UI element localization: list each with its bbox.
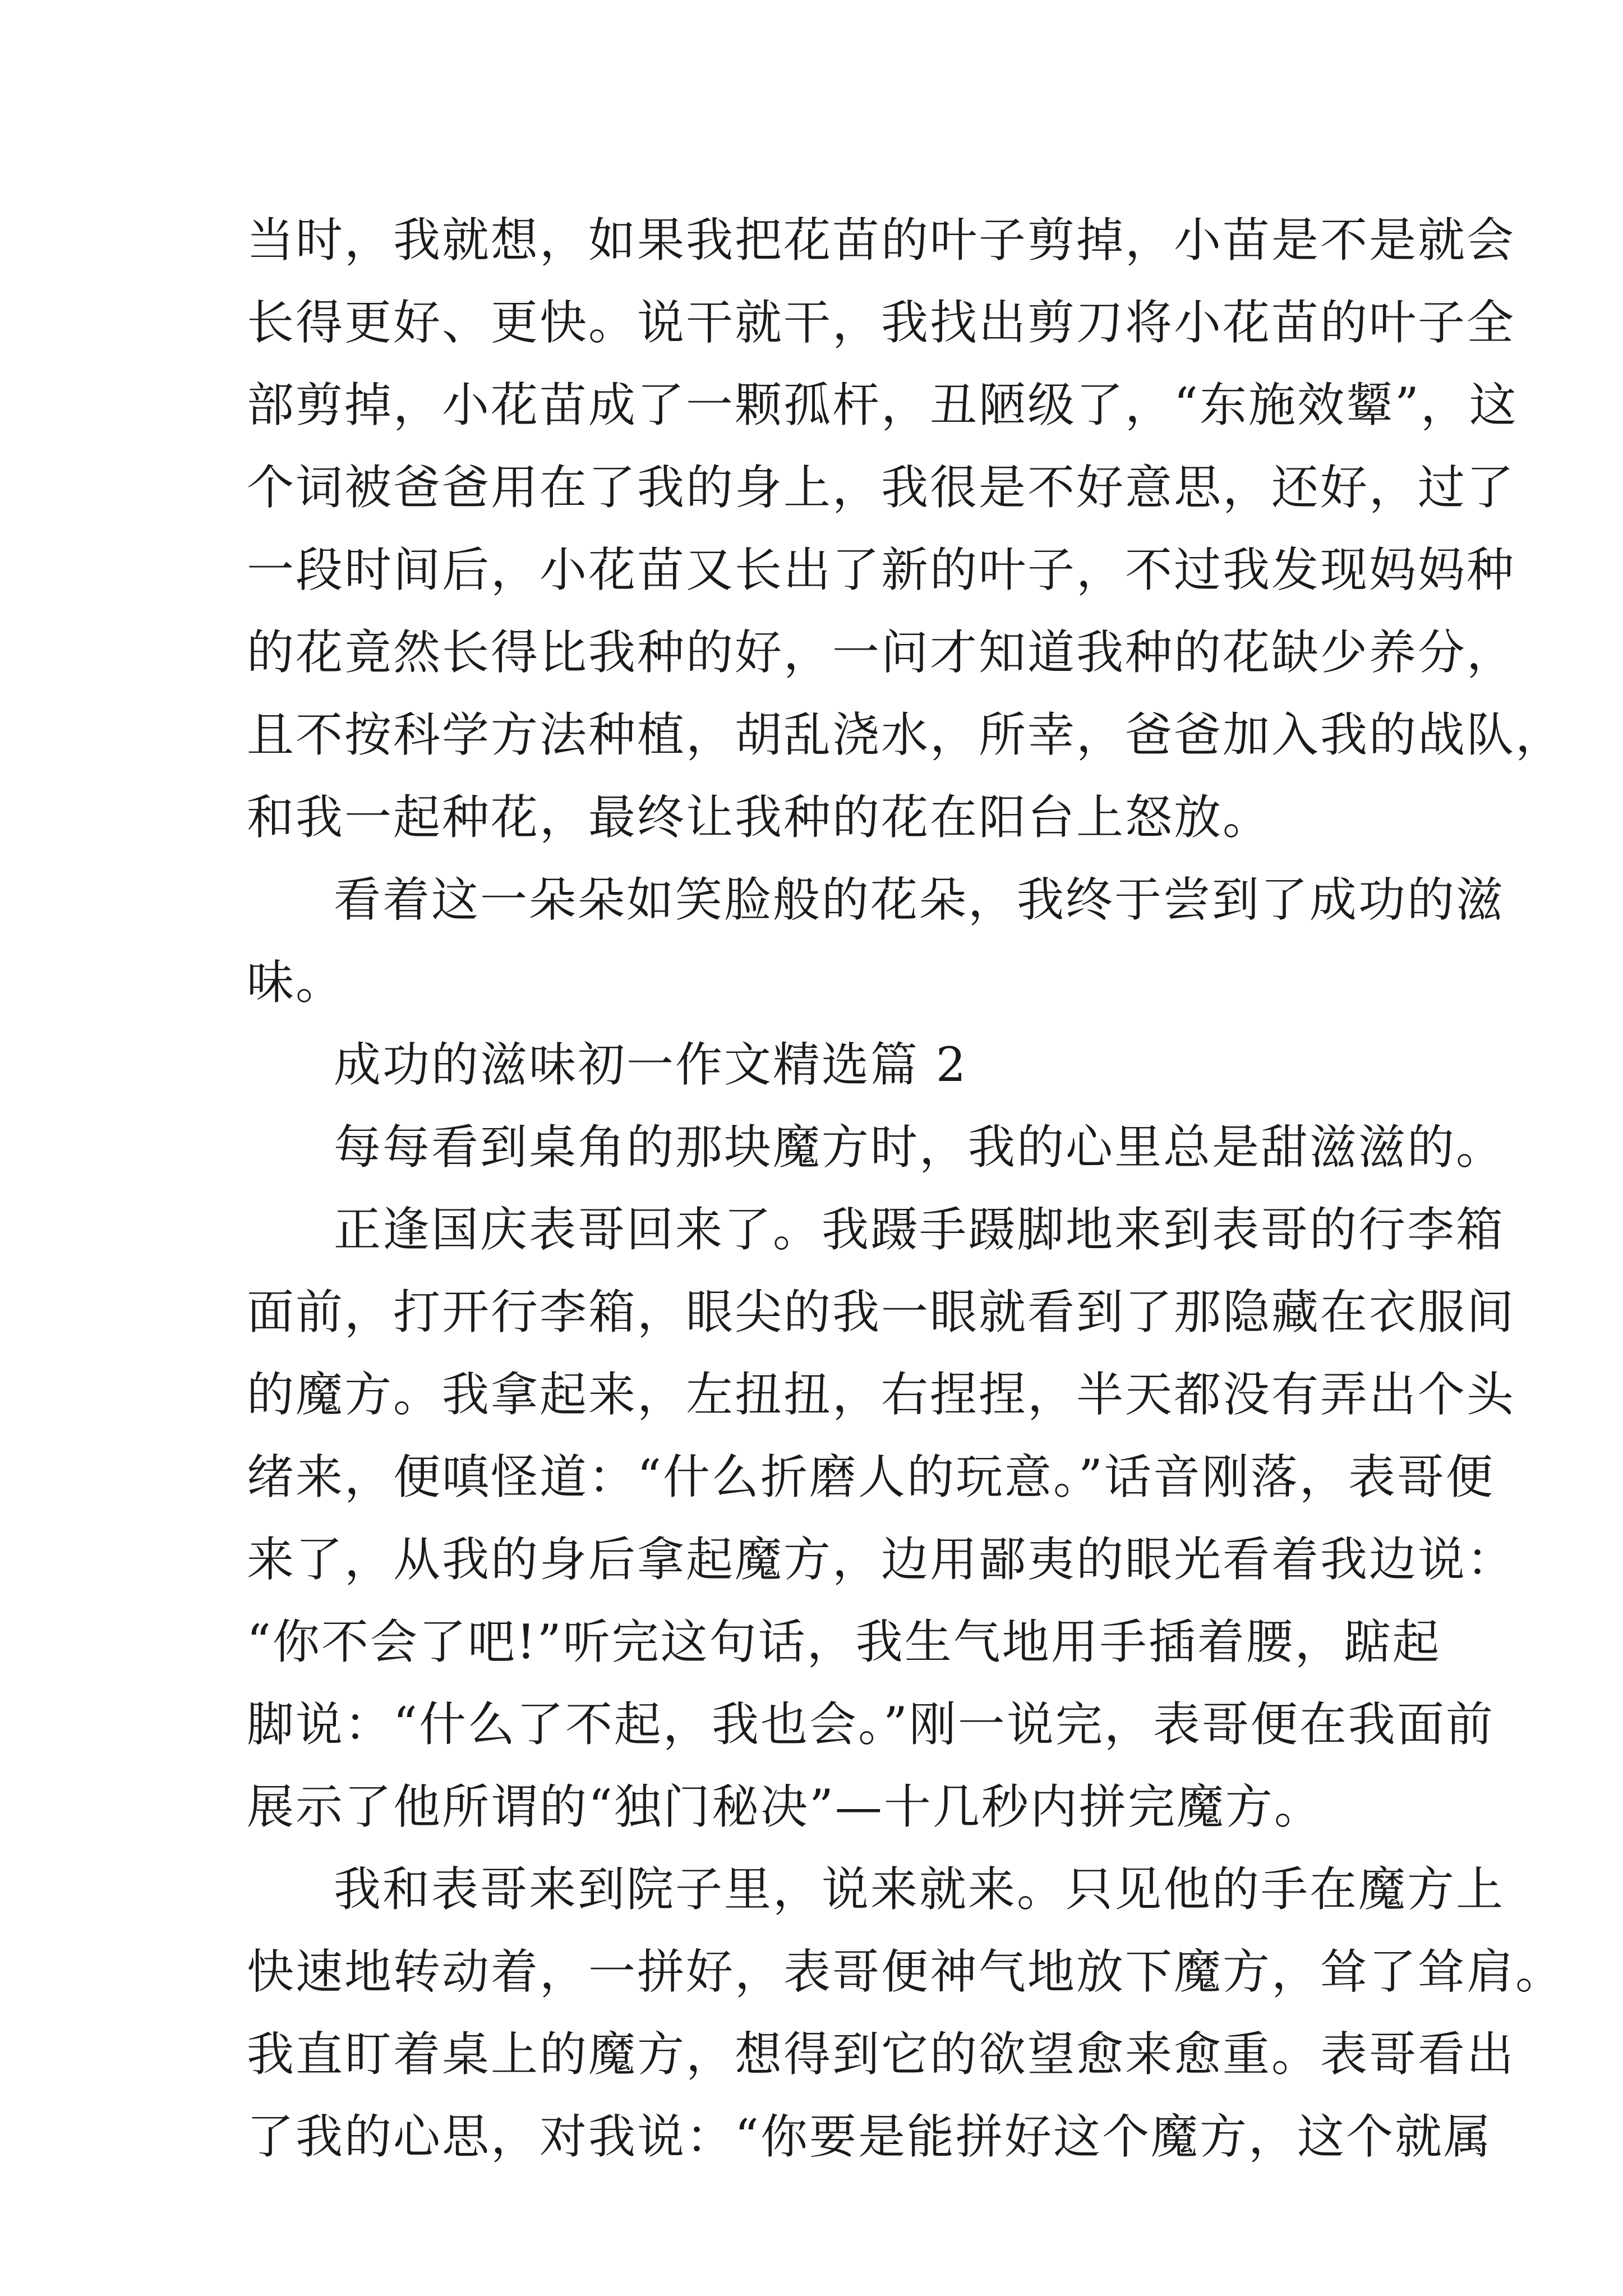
text-line: 的花竟然长得比我种的好，一问才知道我种的花缺少养分，	[247, 625, 1516, 680]
text-line: 了我的心思，对我说：“你要是能拼好这个魔方，这个就属	[247, 2109, 1492, 2164]
text-line: 快速地转动着，一拼好，表哥便神气地放下魔方，耸了耸肩。	[247, 1944, 1565, 1999]
text-line: 味。	[247, 955, 345, 1010]
text-line: 且不按科学方法种植，胡乱浇水，所幸，爸爸加入我的战队，	[247, 707, 1565, 762]
text-line: 我和表哥来到院子里，说来就来。只见他的手在魔方上	[334, 1862, 1505, 1917]
text-line: 长得更好、更快。说干就干，我找出剪刀将小花苗的叶子全	[247, 295, 1516, 350]
body-text	[247, 199, 1565, 2178]
text-line: 部剪掉，小花苗成了一颗孤杆，丑陋级了，“东施效颦”，这	[247, 378, 1518, 432]
text-line: “你不会了吧!”听完这句话，我生气地用手插着腰，踮起	[247, 1614, 1441, 1669]
text-line: 面前，打开行李箱，眼尖的我一眼就看到了那隐藏在衣服间	[247, 1285, 1516, 1340]
text-line: 每每看到桌角的那块魔方时，我的心里总是甜滋滋的。	[334, 1120, 1505, 1175]
text-line: 绪来，便嗔怪道：“什么折磨人的玩意。”话音刚落，表哥便	[247, 1450, 1495, 1504]
text-line: 正逢国庆表哥回来了。我蹑手蹑脚地来到表哥的行李箱	[334, 1202, 1505, 1257]
text-line: 脚说：“什么了不起，我也会。”刚一说完，表哥便在我面前	[247, 1697, 1495, 1752]
text-line: 一段时间后，小花苗又长出了新的叶子，不过我发现妈妈种	[247, 542, 1516, 597]
text-line: 展示了他所谓的“独门秘决”—十几秒内拼完魔方。	[247, 1779, 1323, 1834]
text-line: 来了，从我的身后拿起魔方，边用鄙夷的眼光看着我边说：	[247, 1532, 1516, 1587]
text-line: 我直盯着桌上的魔方，想得到它的欲望愈来愈重。表哥看出	[247, 2027, 1516, 2082]
text-line: 个词被爸爸用在了我的身上，我很是不好意思，还好，过了	[247, 460, 1516, 515]
text-line: 看着这一朵朵如笑脸般的花朵，我终于尝到了成功的滋	[334, 872, 1505, 927]
text-line: 当时，我就想，如果我把花苗的叶子剪掉，小苗是不是就会	[247, 213, 1516, 268]
text-line: 和我一起种花，最终让我种的花在阳台上怒放。	[247, 790, 1272, 845]
text-line: 的魔方。我拿起来，左扭扭，右捏捏，半天都没有弄出个头	[247, 1367, 1516, 1422]
section-heading: 成功的滋味初一作文精选篇 2	[334, 1037, 968, 1092]
